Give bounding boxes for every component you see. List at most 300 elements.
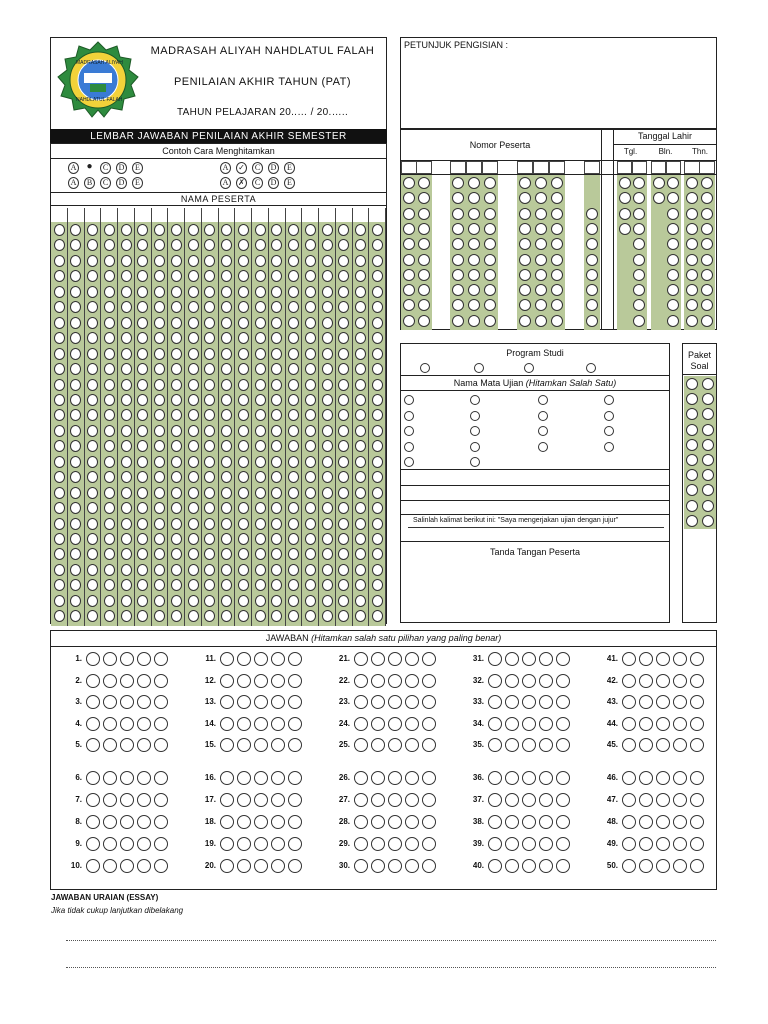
nomor-digit-bubble[interactable] xyxy=(403,223,415,235)
answer-bubble[interactable] xyxy=(673,738,687,752)
name-letter-bubble[interactable] xyxy=(188,595,199,607)
name-entry-cell[interactable] xyxy=(235,208,252,222)
name-letter-bubble[interactable] xyxy=(171,301,182,313)
name-letter-bubble[interactable] xyxy=(238,564,249,576)
answer-bubble[interactable] xyxy=(539,738,553,752)
name-letter-bubble[interactable] xyxy=(154,533,165,545)
info-input[interactable] xyxy=(476,486,666,498)
answer-bubble[interactable] xyxy=(271,859,285,873)
name-letter-bubble[interactable] xyxy=(305,456,316,468)
name-letter-bubble[interactable] xyxy=(338,518,349,530)
answer-bubble[interactable] xyxy=(539,674,553,688)
answer-bubble[interactable] xyxy=(103,738,117,752)
name-letter-bubble[interactable] xyxy=(221,379,232,391)
name-letter-bubble[interactable] xyxy=(54,579,65,591)
answer-bubble[interactable] xyxy=(137,652,151,666)
answer-bubble[interactable] xyxy=(354,738,368,752)
name-letter-bubble[interactable] xyxy=(322,270,333,282)
name-letter-bubble[interactable] xyxy=(121,610,132,622)
name-letter-bubble[interactable] xyxy=(322,409,333,421)
answer-bubble[interactable] xyxy=(371,674,385,688)
nomor-entry-cell[interactable] xyxy=(416,161,432,174)
answer-bubble[interactable] xyxy=(371,652,385,666)
name-letter-bubble[interactable] xyxy=(87,363,98,375)
subject-radio[interactable] xyxy=(604,411,614,421)
name-letter-bubble[interactable] xyxy=(54,270,65,282)
name-letter-bubble[interactable] xyxy=(104,363,115,375)
answer-bubble[interactable] xyxy=(556,738,570,752)
tanggal-entry-cell[interactable] xyxy=(631,161,647,174)
name-letter-bubble[interactable] xyxy=(104,456,115,468)
name-letter-bubble[interactable] xyxy=(221,564,232,576)
name-letter-bubble[interactable] xyxy=(54,363,65,375)
answer-bubble[interactable] xyxy=(422,771,436,785)
name-letter-bubble[interactable] xyxy=(54,471,65,483)
name-letter-bubble[interactable] xyxy=(154,518,165,530)
name-letter-bubble[interactable] xyxy=(188,317,199,329)
nomor-digit-bubble[interactable] xyxy=(551,223,563,235)
nomor-digit-bubble[interactable] xyxy=(468,254,480,266)
name-letter-bubble[interactable] xyxy=(271,317,282,329)
answer-bubble[interactable] xyxy=(154,652,168,666)
answer-bubble[interactable] xyxy=(137,815,151,829)
answer-bubble[interactable] xyxy=(254,837,268,851)
name-letter-bubble[interactable] xyxy=(221,533,232,545)
tanggal-digit-bubble[interactable] xyxy=(633,315,645,327)
paket-digit-bubble[interactable] xyxy=(702,515,714,527)
name-letter-bubble[interactable] xyxy=(238,348,249,360)
name-letter-bubble[interactable] xyxy=(154,363,165,375)
answer-bubble[interactable] xyxy=(86,793,100,807)
nomor-digit-bubble[interactable] xyxy=(484,208,496,220)
name-letter-bubble[interactable] xyxy=(121,394,132,406)
name-letter-bubble[interactable] xyxy=(372,286,383,298)
name-letter-bubble[interactable] xyxy=(305,440,316,452)
name-letter-bubble[interactable] xyxy=(238,301,249,313)
answer-bubble[interactable] xyxy=(690,793,704,807)
answer-bubble[interactable] xyxy=(656,717,670,731)
answer-bubble[interactable] xyxy=(388,738,402,752)
tanggal-digit-bubble[interactable] xyxy=(701,269,713,281)
contoh-bubble[interactable]: A xyxy=(220,162,231,174)
name-letter-bubble[interactable] xyxy=(322,564,333,576)
answer-bubble[interactable] xyxy=(522,837,536,851)
answer-bubble[interactable] xyxy=(254,674,268,688)
answer-bubble[interactable] xyxy=(154,815,168,829)
nomor-digit-bubble[interactable] xyxy=(468,269,480,281)
name-letter-bubble[interactable] xyxy=(355,595,366,607)
answer-bubble[interactable] xyxy=(86,837,100,851)
contoh-bubble[interactable]: D xyxy=(116,177,127,189)
name-letter-bubble[interactable] xyxy=(137,286,148,298)
name-letter-bubble[interactable] xyxy=(305,394,316,406)
name-letter-bubble[interactable] xyxy=(288,224,299,236)
name-letter-bubble[interactable] xyxy=(54,286,65,298)
subject-radio[interactable] xyxy=(604,426,614,436)
name-letter-bubble[interactable] xyxy=(204,518,215,530)
subject-radio[interactable] xyxy=(604,395,614,405)
name-letter-bubble[interactable] xyxy=(121,239,132,251)
answer-bubble[interactable] xyxy=(673,837,687,851)
name-letter-bubble[interactable] xyxy=(104,301,115,313)
name-letter-bubble[interactable] xyxy=(104,425,115,437)
answer-bubble[interactable] xyxy=(288,695,302,709)
name-letter-bubble[interactable] xyxy=(305,224,316,236)
subject-radio[interactable] xyxy=(538,426,548,436)
answer-bubble[interactable] xyxy=(505,674,519,688)
name-letter-bubble[interactable] xyxy=(305,579,316,591)
name-letter-bubble[interactable] xyxy=(104,394,115,406)
name-letter-bubble[interactable] xyxy=(338,456,349,468)
subject-radio[interactable] xyxy=(404,457,414,467)
answer-bubble[interactable] xyxy=(673,717,687,731)
name-letter-bubble[interactable] xyxy=(154,379,165,391)
tanggal-digit-bubble[interactable] xyxy=(633,254,645,266)
name-letter-bubble[interactable] xyxy=(154,224,165,236)
answer-bubble[interactable] xyxy=(556,717,570,731)
answer-bubble[interactable] xyxy=(388,859,402,873)
nomor-digit-bubble[interactable] xyxy=(403,177,415,189)
name-letter-bubble[interactable] xyxy=(137,348,148,360)
answer-bubble[interactable] xyxy=(271,674,285,688)
name-letter-bubble[interactable] xyxy=(255,533,266,545)
name-letter-bubble[interactable] xyxy=(137,487,148,499)
answer-bubble[interactable] xyxy=(522,674,536,688)
name-letter-bubble[interactable] xyxy=(271,456,282,468)
name-letter-bubble[interactable] xyxy=(137,595,148,607)
name-letter-bubble[interactable] xyxy=(54,425,65,437)
name-letter-bubble[interactable] xyxy=(188,409,199,421)
answer-bubble[interactable] xyxy=(405,837,419,851)
name-letter-bubble[interactable] xyxy=(188,502,199,514)
name-letter-bubble[interactable] xyxy=(355,255,366,267)
name-letter-bubble[interactable] xyxy=(70,317,81,329)
name-letter-bubble[interactable] xyxy=(188,610,199,622)
answer-bubble[interactable] xyxy=(120,738,134,752)
name-entry-cell[interactable] xyxy=(219,208,236,222)
name-letter-bubble[interactable] xyxy=(221,224,232,236)
name-letter-bubble[interactable] xyxy=(121,533,132,545)
answer-bubble[interactable] xyxy=(556,771,570,785)
nomor-digit-bubble[interactable] xyxy=(418,177,430,189)
name-letter-bubble[interactable] xyxy=(54,255,65,267)
name-entry-cell[interactable] xyxy=(353,208,370,222)
nomor-digit-bubble[interactable] xyxy=(452,208,464,220)
contoh-bubble[interactable]: A xyxy=(220,177,231,189)
name-letter-bubble[interactable] xyxy=(322,332,333,344)
tanggal-entry-cell[interactable] xyxy=(684,161,700,174)
nomor-digit-bubble[interactable] xyxy=(468,315,480,327)
name-letter-bubble[interactable] xyxy=(322,317,333,329)
name-letter-bubble[interactable] xyxy=(372,487,383,499)
name-letter-bubble[interactable] xyxy=(188,255,199,267)
answer-bubble[interactable] xyxy=(371,815,385,829)
name-letter-bubble[interactable] xyxy=(288,518,299,530)
tanggal-digit-bubble[interactable] xyxy=(667,315,679,327)
answer-bubble[interactable] xyxy=(86,815,100,829)
name-letter-bubble[interactable] xyxy=(121,224,132,236)
nomor-digit-bubble[interactable] xyxy=(484,315,496,327)
tanggal-digit-bubble[interactable] xyxy=(633,269,645,281)
info-input[interactable] xyxy=(476,501,666,513)
name-letter-bubble[interactable] xyxy=(104,379,115,391)
contoh-bubble[interactable]: A xyxy=(68,162,79,174)
name-letter-bubble[interactable] xyxy=(305,564,316,576)
answer-bubble[interactable] xyxy=(639,859,653,873)
answer-bubble[interactable] xyxy=(254,771,268,785)
tanggal-digit-bubble[interactable] xyxy=(686,315,698,327)
answer-bubble[interactable] xyxy=(120,771,134,785)
name-letter-bubble[interactable] xyxy=(171,379,182,391)
name-letter-bubble[interactable] xyxy=(188,379,199,391)
nomor-digit-bubble[interactable] xyxy=(586,315,598,327)
name-letter-bubble[interactable] xyxy=(154,502,165,514)
name-letter-bubble[interactable] xyxy=(288,487,299,499)
answer-bubble[interactable] xyxy=(103,674,117,688)
name-letter-bubble[interactable] xyxy=(121,595,132,607)
name-letter-bubble[interactable] xyxy=(255,579,266,591)
contoh-bubble[interactable]: D xyxy=(268,162,279,174)
name-letter-bubble[interactable] xyxy=(238,518,249,530)
name-letter-bubble[interactable] xyxy=(54,533,65,545)
answer-bubble[interactable] xyxy=(371,793,385,807)
answer-bubble[interactable] xyxy=(371,738,385,752)
name-letter-bubble[interactable] xyxy=(188,224,199,236)
name-letter-bubble[interactable] xyxy=(54,564,65,576)
answer-bubble[interactable] xyxy=(539,695,553,709)
answer-bubble[interactable] xyxy=(622,837,636,851)
answer-bubble[interactable] xyxy=(539,793,553,807)
answer-bubble[interactable] xyxy=(388,652,402,666)
nomor-digit-bubble[interactable] xyxy=(452,177,464,189)
nomor-digit-bubble[interactable] xyxy=(403,208,415,220)
name-letter-bubble[interactable] xyxy=(87,533,98,545)
answer-bubble[interactable] xyxy=(422,793,436,807)
name-letter-bubble[interactable] xyxy=(188,533,199,545)
answer-bubble[interactable] xyxy=(271,652,285,666)
name-entry-cell[interactable] xyxy=(168,208,185,222)
name-letter-bubble[interactable] xyxy=(104,579,115,591)
contoh-bubble[interactable]: C xyxy=(252,177,263,189)
contoh-bubble[interactable]: C xyxy=(252,162,263,174)
answer-bubble[interactable] xyxy=(656,695,670,709)
name-letter-bubble[interactable] xyxy=(154,348,165,360)
name-letter-bubble[interactable] xyxy=(322,533,333,545)
answer-bubble[interactable] xyxy=(103,771,117,785)
answer-bubble[interactable] xyxy=(220,771,234,785)
answer-bubble[interactable] xyxy=(522,859,536,873)
name-letter-bubble[interactable] xyxy=(104,518,115,530)
name-letter-bubble[interactable] xyxy=(154,286,165,298)
name-letter-bubble[interactable] xyxy=(137,518,148,530)
name-letter-bubble[interactable] xyxy=(355,564,366,576)
name-letter-bubble[interactable] xyxy=(104,224,115,236)
nomor-digit-bubble[interactable] xyxy=(535,208,547,220)
name-letter-bubble[interactable] xyxy=(54,440,65,452)
name-letter-bubble[interactable] xyxy=(204,286,215,298)
tanggal-digit-bubble[interactable] xyxy=(667,284,679,296)
answer-bubble[interactable] xyxy=(354,859,368,873)
name-letter-bubble[interactable] xyxy=(355,348,366,360)
name-letter-bubble[interactable] xyxy=(305,363,316,375)
name-letter-bubble[interactable] xyxy=(188,456,199,468)
name-letter-bubble[interactable] xyxy=(121,270,132,282)
name-letter-bubble[interactable] xyxy=(372,317,383,329)
name-letter-bubble[interactable] xyxy=(121,317,132,329)
name-letter-bubble[interactable] xyxy=(305,379,316,391)
name-letter-bubble[interactable] xyxy=(154,425,165,437)
name-letter-bubble[interactable] xyxy=(238,394,249,406)
paket-digit-bubble[interactable] xyxy=(686,439,698,451)
essay-line[interactable] xyxy=(66,967,716,968)
name-letter-bubble[interactable] xyxy=(104,533,115,545)
nomor-entry-cell[interactable] xyxy=(584,161,600,174)
paket-digit-bubble[interactable] xyxy=(702,454,714,466)
answer-bubble[interactable] xyxy=(371,859,385,873)
name-letter-bubble[interactable] xyxy=(322,224,333,236)
name-letter-bubble[interactable] xyxy=(288,255,299,267)
tanggal-digit-bubble[interactable] xyxy=(633,208,645,220)
answer-bubble[interactable] xyxy=(522,793,536,807)
contoh-bubble[interactable]: B xyxy=(84,177,95,189)
name-letter-bubble[interactable] xyxy=(305,348,316,360)
answer-bubble[interactable] xyxy=(354,717,368,731)
answer-bubble[interactable] xyxy=(237,674,251,688)
name-letter-bubble[interactable] xyxy=(87,456,98,468)
answer-bubble[interactable] xyxy=(237,695,251,709)
answer-bubble[interactable] xyxy=(120,859,134,873)
name-letter-bubble[interactable] xyxy=(188,270,199,282)
nomor-digit-bubble[interactable] xyxy=(468,223,480,235)
name-letter-bubble[interactable] xyxy=(288,317,299,329)
nomor-digit-bubble[interactable] xyxy=(535,223,547,235)
answer-bubble[interactable] xyxy=(288,859,302,873)
name-letter-bubble[interactable] xyxy=(221,518,232,530)
name-letter-bubble[interactable] xyxy=(288,564,299,576)
name-letter-bubble[interactable] xyxy=(238,317,249,329)
name-letter-bubble[interactable] xyxy=(188,579,199,591)
name-letter-bubble[interactable] xyxy=(372,224,383,236)
nomor-digit-bubble[interactable] xyxy=(403,254,415,266)
name-letter-bubble[interactable] xyxy=(322,456,333,468)
answer-bubble[interactable] xyxy=(539,652,553,666)
answer-bubble[interactable] xyxy=(539,717,553,731)
answer-bubble[interactable] xyxy=(288,717,302,731)
answer-bubble[interactable] xyxy=(254,859,268,873)
name-letter-bubble[interactable] xyxy=(372,502,383,514)
answer-bubble[interactable] xyxy=(505,837,519,851)
answer-bubble[interactable] xyxy=(639,738,653,752)
nomor-digit-bubble[interactable] xyxy=(468,177,480,189)
name-letter-bubble[interactable] xyxy=(137,317,148,329)
subject-radio[interactable] xyxy=(538,395,548,405)
nomor-digit-bubble[interactable] xyxy=(586,269,598,281)
name-letter-bubble[interactable] xyxy=(255,363,266,375)
name-letter-bubble[interactable] xyxy=(238,533,249,545)
subject-radio[interactable] xyxy=(604,442,614,452)
name-letter-bubble[interactable] xyxy=(322,487,333,499)
answer-bubble[interactable] xyxy=(522,815,536,829)
answer-bubble[interactable] xyxy=(388,771,402,785)
paket-digit-bubble[interactable] xyxy=(702,378,714,390)
nomor-digit-bubble[interactable] xyxy=(468,208,480,220)
answer-bubble[interactable] xyxy=(422,837,436,851)
answer-bubble[interactable] xyxy=(488,674,502,688)
nomor-digit-bubble[interactable] xyxy=(551,284,563,296)
name-letter-bubble[interactable] xyxy=(87,348,98,360)
paket-digit-bubble[interactable] xyxy=(702,424,714,436)
name-letter-bubble[interactable] xyxy=(322,440,333,452)
name-letter-bubble[interactable] xyxy=(271,595,282,607)
answer-bubble[interactable] xyxy=(388,815,402,829)
answer-bubble[interactable] xyxy=(254,738,268,752)
answer-bubble[interactable] xyxy=(288,652,302,666)
name-letter-bubble[interactable] xyxy=(238,471,249,483)
answer-bubble[interactable] xyxy=(388,695,402,709)
name-letter-bubble[interactable] xyxy=(171,487,182,499)
answer-bubble[interactable] xyxy=(371,837,385,851)
name-letter-bubble[interactable] xyxy=(372,518,383,530)
name-letter-bubble[interactable] xyxy=(305,270,316,282)
program-option-radio[interactable] xyxy=(586,363,596,373)
name-letter-bubble[interactable] xyxy=(188,394,199,406)
name-letter-bubble[interactable] xyxy=(322,548,333,560)
answer-bubble[interactable] xyxy=(639,837,653,851)
answer-bubble[interactable] xyxy=(622,652,636,666)
name-letter-bubble[interactable] xyxy=(338,348,349,360)
subject-radio[interactable] xyxy=(470,426,480,436)
name-letter-bubble[interactable] xyxy=(221,502,232,514)
answer-bubble[interactable] xyxy=(154,717,168,731)
name-letter-bubble[interactable] xyxy=(54,224,65,236)
name-letter-bubble[interactable] xyxy=(238,270,249,282)
answer-bubble[interactable] xyxy=(120,815,134,829)
nomor-entry-cell[interactable] xyxy=(517,161,533,174)
name-letter-bubble[interactable] xyxy=(70,379,81,391)
answer-bubble[interactable] xyxy=(220,793,234,807)
name-letter-bubble[interactable] xyxy=(372,301,383,313)
contoh-bubble[interactable]: ✗ xyxy=(236,177,247,189)
answer-bubble[interactable] xyxy=(120,837,134,851)
name-letter-bubble[interactable] xyxy=(54,332,65,344)
answer-bubble[interactable] xyxy=(556,815,570,829)
name-letter-bubble[interactable] xyxy=(238,224,249,236)
answer-bubble[interactable] xyxy=(86,695,100,709)
answer-bubble[interactable] xyxy=(488,652,502,666)
answer-bubble[interactable] xyxy=(237,717,251,731)
answer-bubble[interactable] xyxy=(271,771,285,785)
name-letter-bubble[interactable] xyxy=(372,270,383,282)
nomor-digit-bubble[interactable] xyxy=(418,254,430,266)
answer-bubble[interactable] xyxy=(220,674,234,688)
answer-bubble[interactable] xyxy=(405,859,419,873)
name-letter-bubble[interactable] xyxy=(204,487,215,499)
name-letter-bubble[interactable] xyxy=(121,425,132,437)
name-letter-bubble[interactable] xyxy=(238,425,249,437)
answer-bubble[interactable] xyxy=(639,674,653,688)
tanggal-digit-bubble[interactable] xyxy=(686,269,698,281)
name-letter-bubble[interactable] xyxy=(188,518,199,530)
answer-bubble[interactable] xyxy=(639,793,653,807)
name-letter-bubble[interactable] xyxy=(305,595,316,607)
name-letter-bubble[interactable] xyxy=(121,286,132,298)
name-letter-bubble[interactable] xyxy=(322,595,333,607)
name-letter-bubble[interactable] xyxy=(121,487,132,499)
name-letter-bubble[interactable] xyxy=(171,502,182,514)
paket-digit-bubble[interactable] xyxy=(686,500,698,512)
answer-bubble[interactable] xyxy=(622,717,636,731)
nomor-entry-cell[interactable] xyxy=(533,161,549,174)
